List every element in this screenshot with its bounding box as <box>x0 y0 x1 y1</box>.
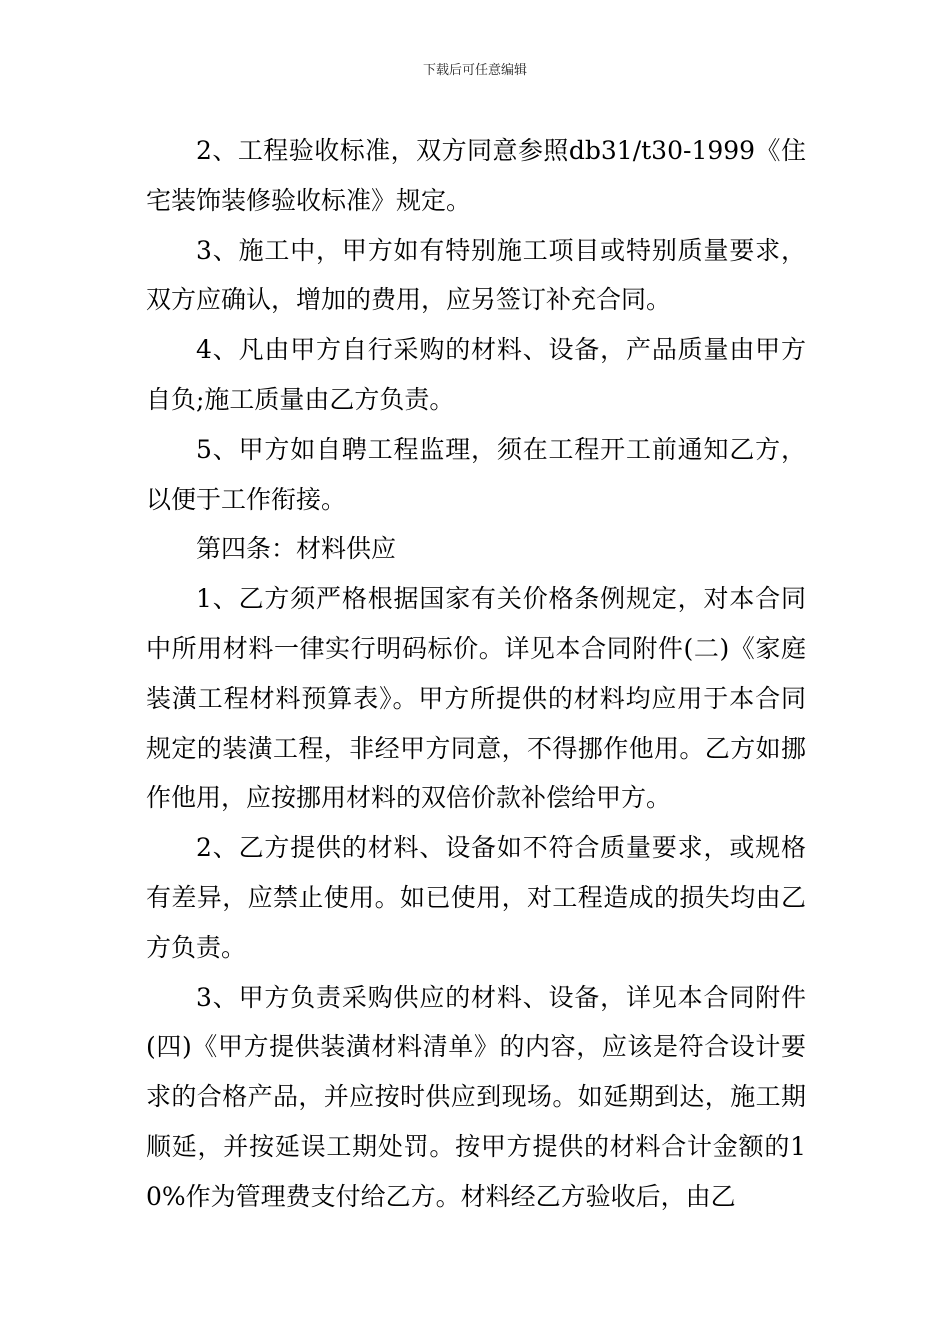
paragraph-supervision: 5、甲方如自聘工程监理，须在工程开工前通知乙方，以便于工作衔接。 <box>146 434 806 514</box>
paragraph-party-a-materials: 3、甲方负责采购供应的材料、设备，详见本合同附件(四)《甲方提供装潢材料清单》的内容，应该是符合设计要求的合格产品，并应按时供应到现场。如延期到达，施工期顺延，并按延误工期处罚。按甲方提供的材料合计金额的10%作为管理费支付给乙方。材料经乙方验收后，由乙 <box>146 982 806 1211</box>
paragraph-self-purchased-materials: 4、凡由甲方自行采购的材料、设备，产品质量由甲方自负;施工质量由乙方负责。 <box>146 335 806 414</box>
paragraph-material-quality: 2、乙方提供的材料、设备如不符合质量要求，或规格有差异，应禁止使用。如已使用，对工程造成的损失均由乙方负责。 <box>146 833 806 962</box>
paragraph-acceptance-standard: 2、工程验收标准，双方同意参照db31/t30-1999《住宅装饰装修验收标准》规定。 <box>146 136 806 215</box>
paragraph-special-requirements: 3、施工中，甲方如有特别施工项目或特别质量要求，双方应确认，增加的费用，应另签订补充合同。 <box>146 235 806 315</box>
section-heading-article-4: 第四条：材料供应 <box>196 534 397 564</box>
paragraph-material-pricing: 1、乙方须严格根据国家有关价格条例规定，对本合同中所用材料一律实行明码标价。详见本合同附件(二)《家庭装潢工程材料预算表》。甲方所提供的材料均应用于本合同规定的装潢工程，非经甲方同意，不得挪作他用。乙方如挪作他用，应按挪用材料的双倍价款补偿给甲方。 <box>146 584 806 813</box>
document-body <box>146 126 806 1222</box>
page-header: 下载后可任意编辑 <box>422 63 527 78</box>
